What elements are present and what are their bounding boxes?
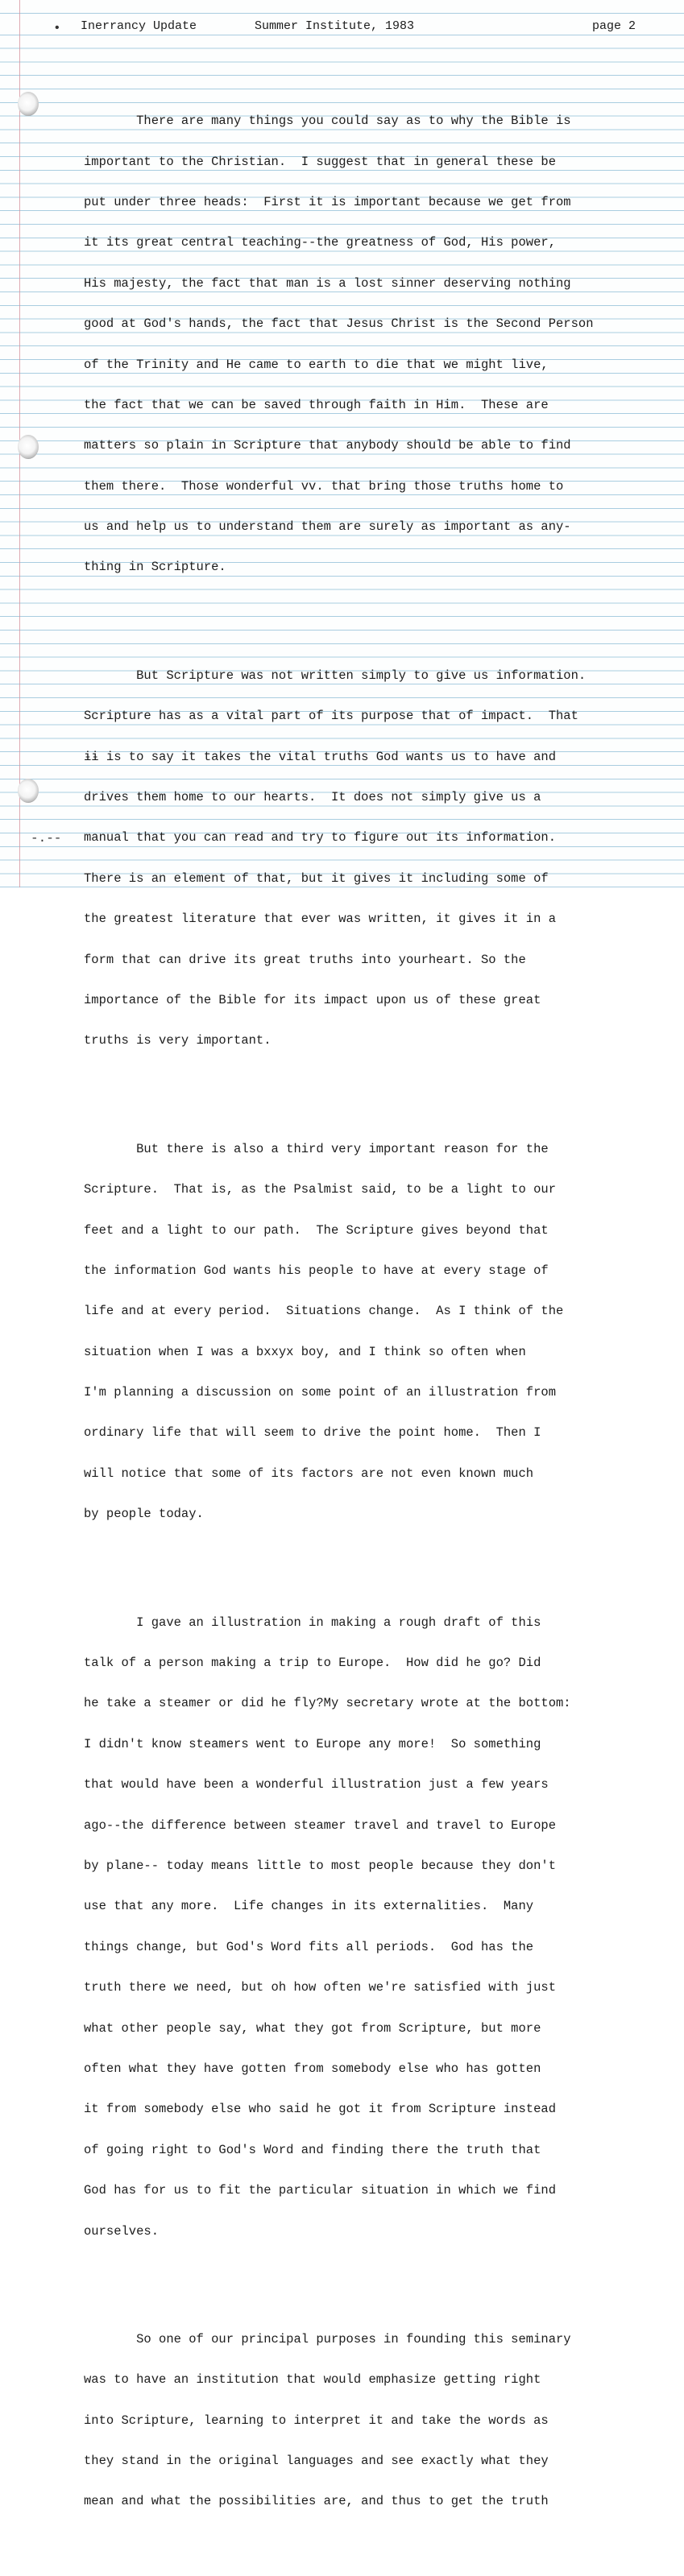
text-line: ordinary life that will seem to drive the point home. Then I [84,1425,541,1441]
text-line: truths is very important. [84,1033,272,1048]
text-line: I'm planning a discussion on some point of an illustration from [84,1385,556,1400]
text-line: There are many things you could say as to why the Bible is [84,114,571,129]
text-line: I gave an illustration in making a rough draft of this [84,1615,541,1630]
text-line: by plane-- today means little to most people because they don't [84,1858,556,1873]
text-line: importance of the Bible for its impact upon us of these great [84,992,541,1007]
body-text [84,60,648,2576]
text-line: them there. Those wonderful vv. that bring those truths home to [84,478,564,494]
text-line: will notice that some of its factors are not even known much [84,1466,534,1481]
text-line: matters so plain in Scripture that anybody should be able to find [84,438,571,453]
punch-hole-bottom [18,779,39,803]
text-line: the information God wants his people to have at every stage of [84,1263,549,1278]
page-number: page 2 [591,19,636,33]
text-line: often what they have gotten from somebody else who has gotten [84,2061,541,2076]
text-line: ɨɨ is to say it takes the vital truths God wants us to have and [84,749,556,764]
text-line: truth there we need, but oh how often we're satisfied with just [84,1980,556,1995]
text-line: into Scripture, learning to interpret it and take the words as [84,2413,549,2428]
text-line: God has for us to fit the particular situation in which we find [84,2183,556,2198]
header-title: Inerrancy Update [81,19,197,33]
text-line: good at God's hands, the fact that Jesus Christ is the Second Person [84,316,594,332]
text-line: the fact that we can be saved through faith in Him. These are [84,397,549,412]
text-line: the greatest literature that ever was written, it gives it in a [84,912,556,927]
text-line: There is an element of that, but it gives it including some of [84,870,549,886]
text-line: manual that you can read and try to figure out its information. [84,830,556,846]
text-line: us and help us to understand them are surely as important as any- [84,519,571,535]
text-line: drives them home to our hearts. It does not simply give us a [84,790,541,805]
text-line: it its great central teaching--the greatness of God, His power, [84,235,556,250]
text-line: talk of a person making a trip to Europe. How did he go? Did [84,1656,541,1671]
text-line: thing in Scripture. [84,560,226,575]
text-line: I didn't know steamers went to Europe any more! So something [84,1736,541,1751]
punch-hole-top [18,92,39,116]
text-line: by people today. [84,1507,204,1522]
text-line: of the Trinity and He came to earth to die that we might live, [84,357,549,372]
text-line: things change, but God's Word fits all periods. God has the [84,1939,534,1954]
text-line: feet and a light to our path. The Scripture gives beyond that [84,1222,549,1238]
text-line: Scripture. That is, as the Psalmist said, to be a light to our [84,1182,556,1197]
text-line: But Scripture was not written simply to give us information. [84,668,587,683]
paragraph [84,2305,648,2536]
text-line: that would have been a wonderful illustration just a few years [84,1777,549,1792]
punch-hole-middle [18,435,39,459]
text-line: situation when I was a bxxyx boy, and I think so often when [84,1344,526,1359]
paragraph [84,642,648,1075]
paragraph [84,1115,648,1548]
text-line: it from somebody else who said he got it from Scripture instead [84,2102,556,2117]
text-line: Scripture has as a vital part of its purpose that of impact. That [84,709,578,724]
stray-mark: -.-- [31,831,62,846]
text-line: form that can drive its great truths into yourheart. So the [84,952,526,967]
text-line: he take a steamer or did he fly?My secretary wrote at the bottom: [84,1696,571,1711]
text-line: was to have an institution that would emphasize getting right [84,2372,541,2388]
stray-mark: • [53,21,61,35]
header-event: Summer Institute, 1983 [255,19,415,33]
text-line: what other people say, what they got from Scripture, but more [84,2020,541,2036]
text-line: life and at every period. Situations change. As I think of the [84,1304,564,1319]
text-line: important to the Christian. I suggest that in general these be [84,154,556,169]
paragraph [84,1589,648,2265]
text-line: mean and what the possibilities are, and thus to get the truth [84,2494,549,2509]
paragraph [84,88,648,602]
text-line: of going right to God's Word and finding there the truth that [84,2142,541,2157]
text-line: So one of our principal purposes in founding this seminary [84,2331,571,2347]
text-line: put under three heads: First it is important because we get from [84,194,571,209]
text-line: use that any more. Life changes in its externalities. Many [84,1899,534,1914]
text-line: But there is also a third very important reason for the [84,1141,549,1156]
page-header [81,19,636,35]
text-line: they stand in the original languages and see exactly what they [84,2454,549,2469]
text-line: ourselves. [84,2223,160,2239]
text-line: ago--the difference between steamer travel and travel to Europe [84,1817,556,1833]
text-line: His majesty, the fact that man is a lost sinner deserving nothing [84,275,571,291]
